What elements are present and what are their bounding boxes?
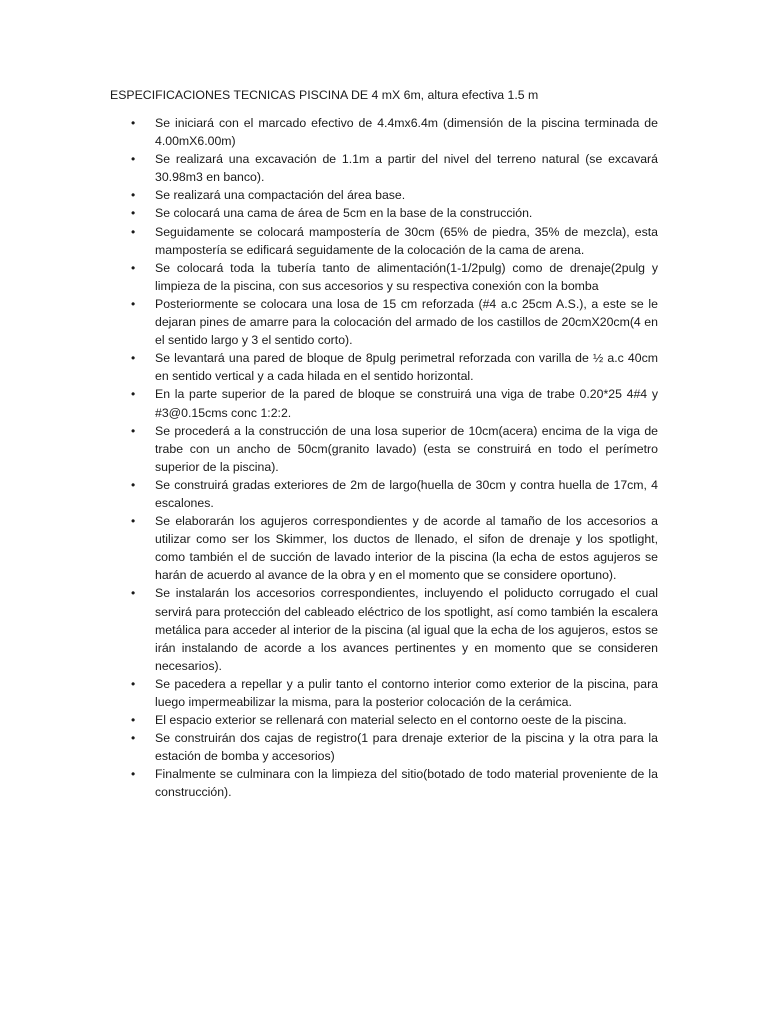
list-item-text: Se colocará una cama de área de 5cm en la base de la construcción.: [155, 206, 533, 221]
list-item: [131, 385, 658, 421]
list-item: [131, 204, 658, 222]
list-item-text: Se iniciará con el marcado efectivo de 4.4mx6.4m (dimensión de la piscina terminada de 4.00mX6.00m): [155, 116, 658, 149]
list-item: [131, 711, 658, 729]
bullet-icon: •: [131, 423, 136, 438]
specification-list: [131, 114, 658, 802]
list-item: [131, 512, 658, 584]
list-item: [131, 729, 658, 765]
bullet-icon: •: [131, 731, 136, 746]
bullet-icon: •: [131, 514, 136, 529]
list-item-text: El espacio exterior se rellenará con material selecto en el contorno oeste de la piscina.: [155, 713, 627, 728]
list-item: [131, 150, 658, 186]
list-item-text: Se construirán dos cajas de registro(1 para drenaje exterior de la piscina y la otra para la estación de bomba y accesorios): [155, 731, 658, 764]
list-item: [131, 476, 658, 512]
list-item-text: Se realizará una excavación de 1.1m a partir del nivel del terreno natural (se excavará 30.98m3 en banco).: [155, 152, 658, 185]
list-item: [131, 223, 658, 259]
list-item: [131, 349, 658, 385]
bullet-icon: •: [131, 188, 136, 203]
list-item: [131, 295, 658, 349]
list-item: [131, 186, 658, 204]
list-item-text: En la parte superior de la pared de bloque se construirá una viga de trabe 0.20*25 4#4 y #3@0.15cms conc 1:2:2.: [155, 387, 658, 420]
list-item-text: Se pacedera a repellar y a pulir tanto el contorno interior como exterior de la piscina, para luego impermeabilizar la misma, para la posterior colocación de la cerámica.: [155, 676, 658, 709]
list-item: [131, 114, 658, 150]
bullet-icon: •: [131, 676, 136, 691]
bullet-icon: •: [131, 206, 136, 221]
list-item-text: Posteriormente se colocara una losa de 15 cm reforzada (#4 a.c 25cm A.S.), a este se le dejaran pines de amarre para la colocación del armado de los castillos de 20cmX20cm(4 en el sentido largo y 3 el sentido corto).: [155, 296, 658, 348]
list-item: [131, 422, 658, 476]
list-item-text: Se procederá a la construcción de una losa superior de 10cm(acera) encima de la viga de trabe con un ancho de 50cm(granito lavado) (esta se construirá en todo el perímetro superior de la piscina).: [155, 423, 658, 474]
list-item: [131, 259, 658, 295]
list-item-text: Se realizará una compactación del área base.: [155, 188, 406, 203]
list-item-text: Se construirá gradas exteriores de 2m de largo(huella de 30cm y contra huella de 17cm, 4 escalones.: [155, 477, 658, 510]
bullet-icon: •: [131, 713, 136, 728]
list-item-text: Finalmente se culminara con la limpieza del sitio(botado de todo material proveniente de la construcción).: [155, 767, 658, 800]
bullet-icon: •: [131, 767, 136, 782]
bullet-icon: •: [131, 351, 136, 366]
list-item-text: Seguidamente se colocará mampostería de 30cm (65% de piedra, 35% de mezcla), esta mampostería se edificará seguidamente de la colocación de la cama de arena.: [155, 224, 658, 257]
bullet-icon: •: [131, 477, 136, 492]
bullet-icon: •: [131, 296, 136, 311]
list-item: [131, 765, 658, 801]
bullet-icon: •: [131, 116, 136, 130]
bullet-icon: •: [131, 586, 136, 601]
list-item: [131, 584, 658, 674]
list-item-text: Se elaborarán los agujeros correspondientes y de acorde al tamaño de los accesorios a utilizar como ser los Skimmer, los ductos de llenado, el sifon de drenaje y los spotlight, como también el de succión de lavado interior de la piscina (la echa de estos agujeros se harán de acuerdo al avance de la obra y en el momento que se considere oportuno).: [155, 514, 658, 583]
list-item-text: Se levantará una pared de bloque de 8pulg perimetral reforzada con varilla de ½ a.c 40cm en sentido vertical y a cada hilada en el sentido horizontal.: [155, 351, 658, 384]
list-item: [131, 675, 658, 711]
list-item-text: Se instalarán los accesorios correspondientes, incluyendo el poliducto corrugado el cual servirá para protección del cableado eléctrico de los spotlight, así como también la escalera metálica para acceder al interior de la piscina (al igual que la echa de los agujeros, estos se irán instalando de acorde a los avances pertinentes y en momento que se consideren necesarios).: [155, 586, 658, 673]
document-title: ESPECIFICACIONES TECNICAS PISCINA DE 4 mX 6m, altura efectiva 1.5 m: [110, 88, 539, 102]
bullet-icon: •: [131, 387, 136, 402]
bullet-icon: •: [131, 152, 136, 167]
list-item-text: Se colocará toda la tubería tanto de alimentación(1-1/2pulg) como de drenaje(2pulg y limpieza de la piscina, con sus accesorios y su respectiva conexión con la bomba: [155, 260, 658, 293]
bullet-icon: •: [131, 260, 136, 275]
bullet-icon: •: [131, 224, 136, 239]
